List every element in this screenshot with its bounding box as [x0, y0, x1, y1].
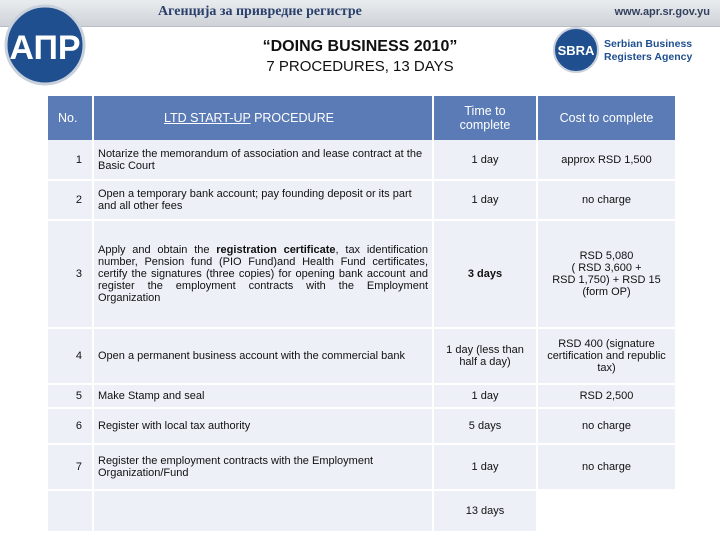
row-cost: no charge	[537, 180, 675, 220]
row-cost: approx RSD 1,500	[537, 140, 675, 180]
procedure-part: register the employment contracts with the Employment Organization	[98, 280, 428, 304]
total-empty-procedure	[93, 490, 433, 532]
procedure-part-bold: registration certificate	[216, 244, 336, 256]
agency-url: www.apr.sr.gov.yu	[614, 6, 710, 18]
cost-line: (form OP)	[582, 286, 631, 298]
sbra-name-line1: Serbian Business	[604, 38, 693, 50]
row-no: 3	[48, 220, 93, 328]
row-no: 2	[48, 180, 93, 220]
row-procedure: Make Stamp and seal	[93, 384, 433, 408]
table-total-row	[48, 490, 675, 532]
row-cost: RSD 2,500	[537, 384, 675, 408]
agency-name: Агенција за привредне регистре	[158, 4, 362, 19]
row-time: 3 days	[433, 220, 537, 328]
header-procedure	[93, 96, 433, 140]
procedure-part: , certify the signatures (three copies) for opening bank account and	[98, 256, 428, 280]
row-no: 4	[48, 328, 93, 384]
row-procedure: Open a permanent business account with the commercial bank	[93, 328, 433, 384]
cost-line: RSD 1,750) + RSD 15	[552, 274, 661, 286]
row-time: 5 days	[433, 408, 537, 444]
table-row	[48, 140, 675, 180]
page-title: “DOING BUSINESS 2010”	[262, 38, 458, 55]
header-time: Time to complete	[433, 96, 537, 140]
header-no: No.	[48, 96, 93, 140]
row-procedure: Notarize the memorandum of association and lease contract at the Basic Court	[93, 140, 433, 180]
apr-logo-text: АПР	[9, 29, 81, 67]
sbra-logo-abbr: SBRA	[557, 43, 595, 58]
header-procedure-rest: PROCEDURE	[250, 111, 334, 125]
cost-line: ( RSD 3,600 +	[571, 262, 642, 274]
row-cost: no charge	[537, 408, 675, 444]
total-empty-no	[48, 490, 93, 532]
table-header-row	[48, 96, 675, 140]
procedures-table	[48, 96, 675, 533]
row-no: 1	[48, 140, 93, 180]
row-procedure: Register the employment contracts with the Employment Organization/Fund	[93, 444, 433, 490]
row-procedure	[93, 220, 433, 328]
total-time: 13 days	[433, 490, 537, 532]
table-row	[48, 384, 675, 408]
row-cost: RSD 400 (signature certification and republic tax)	[537, 328, 675, 384]
row-time: 1 day	[433, 180, 537, 220]
table-row	[48, 408, 675, 444]
total-empty-cost	[537, 490, 675, 532]
row-cost	[537, 220, 675, 328]
row-cost: no charge	[537, 444, 675, 490]
header-cost: Cost to complete	[537, 96, 675, 140]
cost-line: RSD 5,080	[579, 250, 634, 262]
row-time: 1 day	[433, 140, 537, 180]
sbra-name-line2: Registers Agency	[604, 51, 693, 63]
row-time: 1 day	[433, 444, 537, 490]
row-no: 5	[48, 384, 93, 408]
table-row	[48, 180, 675, 220]
row-procedure: Register with local tax authority	[93, 408, 433, 444]
procedure-part: , tax identification number, Pension fund (PIO Fund)and Health Fund certificates	[98, 244, 428, 268]
header-procedure-underlined: LTD START-UP	[164, 111, 251, 125]
page-subtitle: 7 PROCEDURES, 13 DAYS	[266, 58, 454, 75]
procedure-part: Apply and obtain the	[98, 244, 217, 256]
table-row	[48, 328, 675, 384]
row-no: 7	[48, 444, 93, 490]
row-no: 6	[48, 408, 93, 444]
table-row	[48, 444, 675, 490]
row-procedure: Open a temporary bank account; pay founding deposit or its part and all other fees	[93, 180, 433, 220]
row-time: 1 day	[433, 384, 537, 408]
row-time: 1 day (less than half a day)	[433, 328, 537, 384]
table-row	[48, 220, 675, 328]
